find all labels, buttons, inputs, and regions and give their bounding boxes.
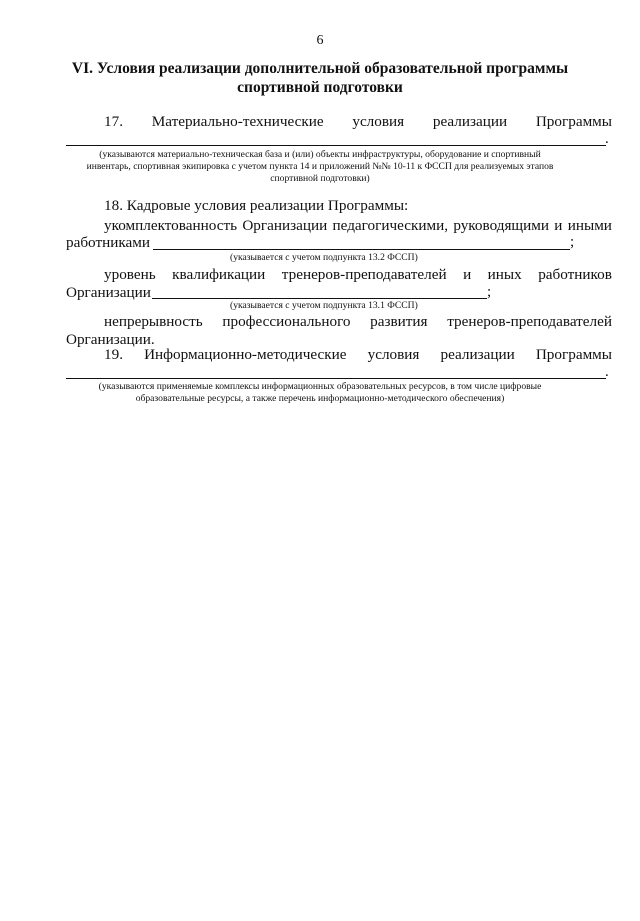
item-19-word: Программы	[535, 346, 612, 363]
continuity-word: тренеров-преподавателей	[447, 313, 612, 330]
continuity-word: развития	[370, 313, 428, 330]
staffing-continuation: работниками	[66, 234, 150, 251]
continuity-line	[104, 313, 612, 331]
page-number: 6	[316, 33, 324, 48]
item-17-note-line2: инвентарь, спортивная экипировка с учетом пункта 14 и приложений №№ 10-11 к ФССП для реализуемых этапов	[86, 161, 554, 172]
qualification-continuation: Организации	[66, 284, 151, 301]
item-19-note-line2: образовательные ресурсы, а также перечень информационно-методического обеспечения)	[135, 393, 505, 404]
qualification-word: иных	[487, 266, 522, 283]
continuity-continuation: Организации.	[66, 331, 155, 348]
staffing-end-mark: ;	[570, 234, 575, 250]
qualification-end-mark: ;	[487, 284, 492, 300]
staffing-note: (указывается с учетом подпункта 13.2 ФССП)	[230, 252, 418, 263]
item-17-word: Программы	[535, 113, 612, 130]
staffing-word: Организации	[242, 217, 328, 234]
staffing-word: руководящими	[453, 217, 549, 234]
item-19-end-mark: .	[605, 364, 609, 380]
staffing-fill-line	[153, 249, 570, 250]
continuity-word: непрерывность	[104, 313, 203, 330]
item-17-note-line1: (указываются материально-техническая база и (или) объекты инфраструктуры, оборудование и спортивный	[99, 149, 541, 160]
staffing-line	[104, 217, 612, 235]
continuity-word: профессионального	[222, 313, 351, 330]
item-18-heading: 18. Кадровые условия реализации Программы:	[104, 197, 409, 214]
section-title-line2: спортивной подготовки	[237, 79, 403, 96]
qualification-word: работников	[538, 266, 612, 283]
item-17-word: реализации	[432, 113, 508, 130]
qualification-line	[104, 266, 612, 284]
qualification-word: и	[463, 266, 472, 283]
item-17-word: Материально-технические	[151, 113, 324, 130]
item-19-fill-line	[66, 378, 606, 379]
qualification-word: квалификации	[172, 266, 266, 283]
staffing-word: укомплектованность	[104, 217, 238, 234]
section-title-line1: VI. Условия реализации дополнительной образовательной программы	[71, 60, 569, 77]
item-19-word: реализации	[440, 346, 515, 363]
staffing-word: педагогическими,	[332, 217, 449, 234]
staffing-word: иными	[567, 217, 612, 234]
qualification-fill-line	[152, 298, 487, 299]
qualification-word: уровень	[104, 266, 156, 283]
qualification-word: тренеров-преподавателей	[281, 266, 447, 283]
qualification-note: (указывается с учетом подпункта 13.1 ФССП)	[230, 300, 418, 311]
item-19-word: Информационно-методические	[144, 346, 347, 363]
item-17-end-mark: .	[605, 131, 609, 147]
staffing-word: и	[554, 217, 563, 234]
item-17-line	[104, 113, 612, 131]
item-17-fill-line	[66, 145, 606, 146]
item-19-word: условия	[367, 346, 420, 363]
item-17-note-line3: спортивной подготовки)	[270, 173, 370, 184]
item-19-note-line1: (указываются применяемые комплексы информационных образовательных ресурсов, в том числе цифровые	[98, 381, 542, 392]
item-17-word: условия	[352, 113, 405, 130]
item-19-word: 19.	[104, 346, 123, 363]
item-17-word: 17.	[104, 113, 123, 130]
item-19-line	[104, 346, 612, 364]
